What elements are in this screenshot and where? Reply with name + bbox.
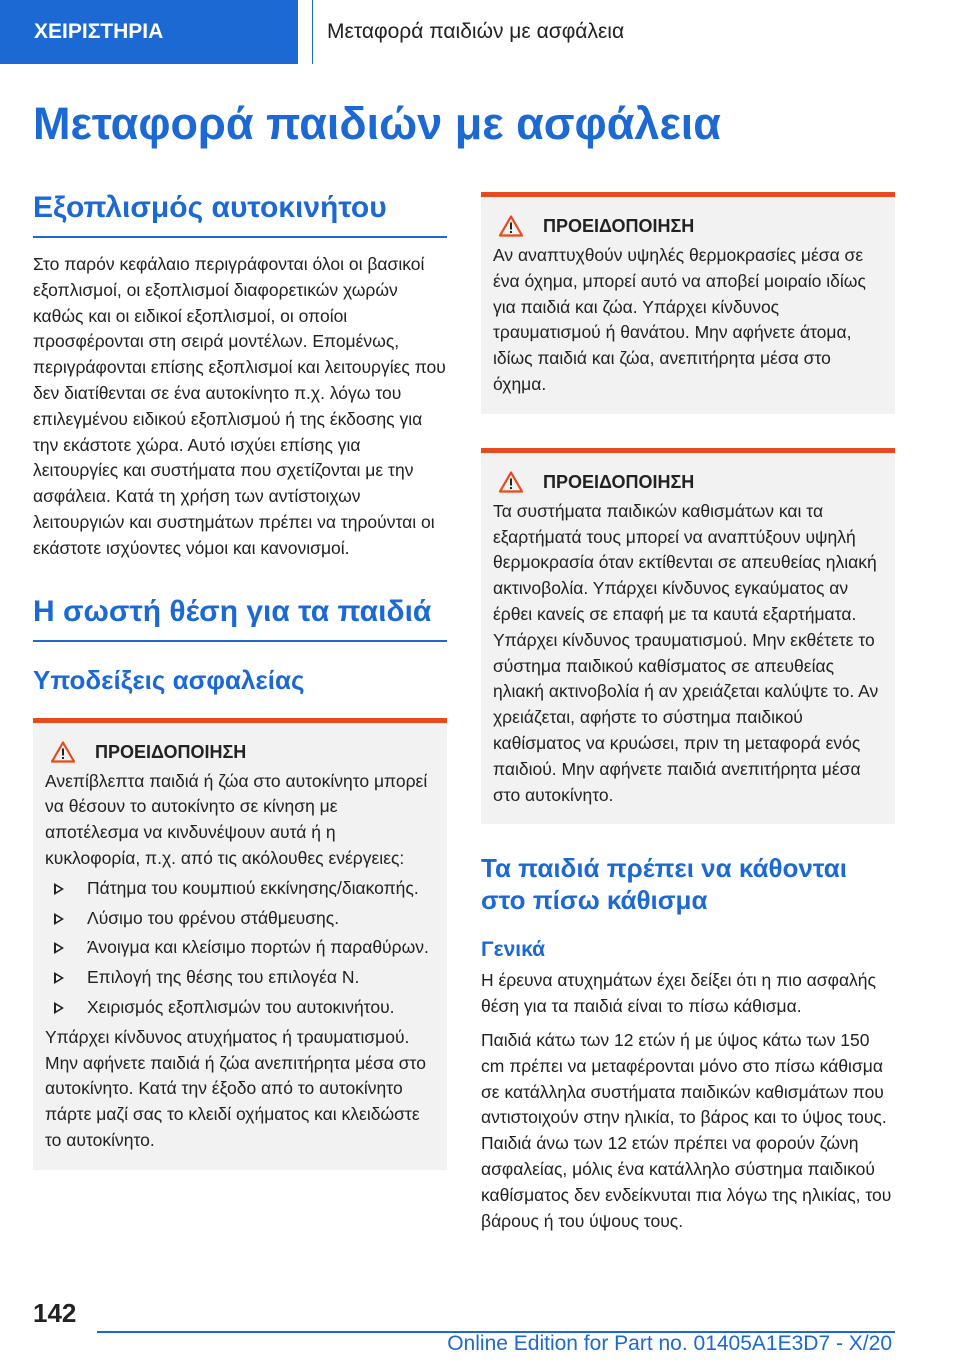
page-number: 142 (33, 1298, 77, 1328)
general-paragraph-2: Παιδιά κάτω των 12 ετών ή με ύψος κάτω των 150 cm πρέπει να μεταφέρονται μόνο στο πίσω κάθισμα σε κατάλληλα συστήματα παιδικών καθισμάτων που αντιστοιχούν στην ηλικία, το βάρος και το ύψος τους. Παιδιά άνω των 12 ετών πρέπει να φορούν ζώνη ασφαλείας, μόλις ένα κατάλληλο σύστημα παιδικού καθίσματος δεν ενδείκνυται πια λόγω της ηλικίας, του βάρους ή του ύψους τους. (481, 1029, 892, 1231)
heading-safety-notes: Υποδείξεις ασφαλείας (33, 664, 305, 695)
equipment-paragraph: Στο παρόν κεφάλαιο περιγράφονται όλοι οι βασικοί εξοπλισμοί, οι εξοπλισμοί διαφορετικών χωρών καθώς και οι ειδικοί εξοπλισμοί, οι οποίοι προσφέρονται στη σειρά μοντέλων. Επομένως, περιγράφονται επίσης εξοπλισμοί και λειτουργίες που δεν διατίθενται σε ένα αυτοκίνητο π.χ. λόγω του επιλεγμένου ειδικού εξοπλισμού ή της έκδοσης για την εκάστοτε χώρα. Αυτό ισχύει επίσης για λειτουργίες και συστήματα που σχετίζονται με την ασφάλεια. Κατά τη χρήση των αντίστοιχων λειτουργιών και συστημάτων πρέπει να τηρούνται οι εκάστοτε ισχύοντες νόμοι και κανονισμοί. (33, 254, 446, 558)
footer-edition[interactable]: Online Edition for Part no. 01405A1E3D7 - X/20 (447, 1332, 892, 1355)
running-header: Μεταφορά παιδιών με ασφάλεια (312, 0, 952, 64)
chapter-tab[interactable]: ΧΕΙΡΙΣΤΗΡΙΑ (0, 0, 298, 64)
heading-correct-position: Η σωστή θέση για τα παιδιά (33, 594, 447, 642)
bullet-triangle-icon (54, 942, 64, 954)
bullet-triangle-icon (54, 1002, 64, 1014)
warning-text: Αν αναπτυχθούν υψηλές θερμοκρασίες μέσα σε ένα όχημα, μπορεί αυτό να αποβεί μοιραίο ιδίως για παιδιά και ζώα. Υπάρχει κίνδυνος τραυματισμού ή θανάτου. Μην αφήνετε άτομα, ιδίως παιδιά και ζώα, ανεπιτήρητα μέσα στο όχημα. (493, 245, 866, 394)
general-paragraph-1: Η έρευνα ατυχημάτων έχει δείξει ότι η πιο ασφαλής θέση για τα παιδιά είναι το πίσω κάθισμα. (481, 970, 876, 1017)
right-column (481, 192, 895, 1234)
warning-box-unattended (33, 718, 447, 1170)
warning-intro: Ανεπίβλεπτα παιδιά ή ζώα στο αυτοκίνητο μπορεί να θέσουν το αυτοκίνητο σε κίνηση με αποτέλεσμα να κινδυνέψουν αυτά ή η κυκλοφορία, π.χ. από τις ακόλουθες ενέργειες: (45, 770, 428, 868)
page-title: Μεταφορά παιδιών με ασφάλεια (33, 98, 721, 149)
left-column (33, 184, 447, 1170)
bullet-triangle-icon (54, 913, 64, 925)
warning-action-list (45, 876, 435, 1021)
warning-triangle-icon (51, 741, 75, 763)
warning-text: Τα συστήματα παιδικών καθισμάτων και τα εξαρτήματά τους μπορεί να αναπτύξουν υψηλή θερμοκρασία όταν εκτίθενται σε απευθείας ηλιακή ακτινοβολία. Υπάρχει κίνδυνος εγκαύματος αν έρθει κανείς σε επαφή με τα καυτά εξαρτήματα. Υπάρχει κίνδυνος τραυματισμού. Μην εκθέτετε το σύστημα παιδικού καθίσματος σε απευθείας ηλιακή ακτινοβολία ή αν χρειάζεται καλύψτε το. Αν χρειάζεται, αφήστε το σύστημα παιδικού καθίσματος να κρυώσει, πριν τη μεταφορά ενός παιδιού. Μην αφήνετε παιδιά ανεπιτήρητα μέσα στο αυτοκίνητο. (493, 500, 879, 805)
warning-triangle-icon (499, 215, 523, 237)
warning-label: ΠΡΟΕΙΔΟΠΟΙΗΣΗ (543, 471, 695, 492)
heading-vehicle-equipment: Εξοπλισμός αυτοκινήτου (33, 190, 447, 238)
warning-label: ΠΡΟΕΙΔΟΠΟΙΗΣΗ (543, 216, 695, 236)
warning-header (45, 739, 435, 765)
warning-box-heat (481, 192, 895, 414)
list-item: Επιλογή της θέσης του επιλογέα N. (45, 965, 435, 991)
bullet-triangle-icon (54, 972, 64, 984)
list-item: Χειρισμός εξοπλισμών του αυτοκινήτου. (45, 995, 435, 1021)
warning-triangle-icon (499, 471, 523, 493)
heading-rear-seat: Τα παιδιά πρέπει να κάθονται στο πίσω κάθισμα (481, 853, 847, 916)
bullet-triangle-icon (54, 883, 64, 895)
heading-general: Γενικά (481, 938, 546, 962)
warning-box-child-seat-heat (481, 448, 895, 825)
warning-outro: Υπάρχει κίνδυνος ατυχήματος ή τραυματισμού. Μην αφήνετε παιδιά ή ζώα ανεπιτήρητα μέσα στο αυτοκίνητο. Κατά την έξοδο από το αυτοκίνητο πάρτε μαζί σας το κλειδί οχήματος και κλειδώστε το αυτοκίνητο. (45, 1026, 426, 1150)
list-item: Άνοιγμα και κλείσιμο πορτών ή παραθύρων. (45, 935, 435, 961)
list-item: Πάτημα του κουμπιού εκκίνησης/διακοπής. (45, 876, 435, 902)
warning-header (493, 469, 883, 495)
list-item: Λύσιμο του φρένου στάθμευσης. (45, 906, 435, 932)
warning-label: ΠΡΟΕΙΔΟΠΟΙΗΣΗ (95, 741, 247, 762)
warning-header (493, 213, 883, 239)
